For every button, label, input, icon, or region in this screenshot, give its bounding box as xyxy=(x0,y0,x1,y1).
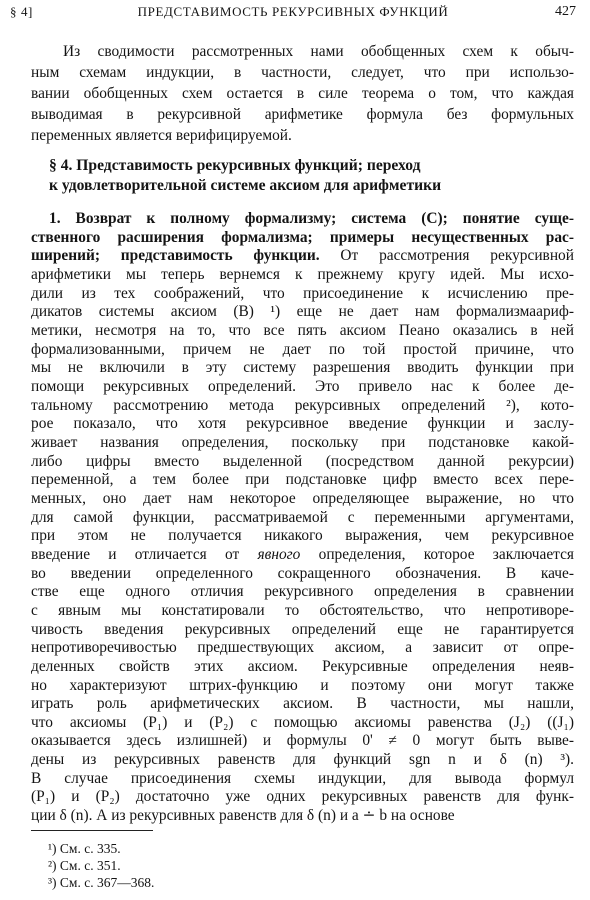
text-line: ным схемам индукции, в частности, следует, что при использо- xyxy=(31,64,574,81)
text-line: живает названия определения, поскольку при подстановке какой- xyxy=(31,433,574,451)
text-line: ственного расширения формализма; примеры несущественных рас- xyxy=(31,228,574,246)
text-line: непротиворечивостью предшествующих аксиом, а зависит от опре- xyxy=(31,639,574,657)
footnote: ¹) См. с. 335. xyxy=(48,841,121,856)
text-line: метики, несмотря на то, что все пять аксиом Пеано оказались в ней xyxy=(31,321,574,339)
text-line: Из сводимости рассмотренных нами обобщенных схем к обыч- xyxy=(63,43,574,60)
text-line: В случае присоединения схемы индукции, для вывода формул xyxy=(31,769,574,787)
footnote-rule xyxy=(31,830,153,831)
footnote: ²) См. с. 351. xyxy=(48,858,121,873)
text-line: играть роль арифметических аксиом. В частности, мы нашли, xyxy=(31,695,574,713)
text-line: переменных является верифицируемой. xyxy=(31,127,292,144)
footnote: ³) См. с. 367—368. xyxy=(48,875,155,890)
text-line: арифметики мы теперь вернемся к прежнему кругу идей. Мы исхо- xyxy=(31,265,574,283)
text-line: ции δ (n). А из рекурсивных равенств для δ (n) и a ∸ b на основе xyxy=(31,807,455,825)
text-line: вании обобщенных схем остается в силе теорема о том, что каждая xyxy=(31,85,574,102)
text-line: что аксиомы (P₁) и (P₂) с помощью аксиомы равенства (J₂) ((J₁) xyxy=(31,713,574,731)
text-line: переменной, а тем более при подстановке цифр вместо всех пере- xyxy=(31,471,574,489)
page-number: 427 xyxy=(555,4,576,19)
text-line: дили из тех соображений, что присоединение к исчислению пре- xyxy=(31,284,574,302)
text-line: при этом не получается никакого выражения, чем рекурсивное xyxy=(31,527,574,545)
section-heading-line: к удовлетворительной системе аксиом для арифметики xyxy=(49,177,442,194)
text-line: помощи рекурсивных определений. Это привело нас к более де- xyxy=(31,377,574,395)
text-line: чивость введения рекурсивных определений еще не гарантируется xyxy=(31,620,574,638)
text-line: формализованными, причем не дает по той простой причине, что xyxy=(31,340,574,358)
header-title: ПРЕДСТАВИМОСТЬ РЕКУРСИВНЫХ ФУНКЦИЙ xyxy=(137,4,449,19)
text-line: ширений; представимость функции. От рассмотрения рекурсивной xyxy=(31,247,574,265)
text-line: с явным мы констатировали то обстоятельство, что непротиворе- xyxy=(31,601,574,619)
running-header xyxy=(10,4,576,26)
text-line: тальному рассмотрению метода рекурсивных определений ²), кото- xyxy=(31,396,574,414)
text-line: 1. Возврат к полному формализму; система (C); понятие суще- xyxy=(49,210,574,227)
text-line: дикатов системы аксиом (B) ¹) еще не дает нам формализмаариф- xyxy=(31,303,574,321)
text-line: рое показало, что хотя рекурсивное введение функции и заслу- xyxy=(31,415,574,433)
text-line: деленных свойств этих аксиом. Рекурсивные определения неяв- xyxy=(31,657,574,675)
text-line: дены из рекурсивных равенств для функций sgn n и δ (n) ³). xyxy=(31,751,574,769)
text-line: выводимая в рекурсивной арифметике формула без формульных xyxy=(31,106,574,123)
text-line: (P₁) и (P₂) достаточно уже одних рекурсивных равенств для функ- xyxy=(31,788,574,806)
text-line: мы не включили в эту систему разрешения вводить функции при xyxy=(31,359,574,377)
text-line: для самой функции, рассматриваемой с переменными аргументами, xyxy=(31,508,574,526)
text-line: но характеризуют штрих-функцию и поэтому они могут также xyxy=(31,676,574,694)
text-line: стве еще одного отличия рекурсивного определения в сравнении xyxy=(31,583,574,601)
header-section-ref: § 4] xyxy=(10,4,33,19)
text-line: оказывается здесь излишней) и формулы 0' ≠ 0 могут быть выве- xyxy=(31,732,574,750)
text-line: менных, оно дает нам некоторое определяющее выражение, но что xyxy=(31,489,574,507)
text-line: либо цифры вместо выделенной (посредством данной рекурсии) xyxy=(31,452,574,470)
text-line: во введении определенного сокращенного обозначения. В каче- xyxy=(31,564,574,582)
text-line: введение и отличается от явного определения, которое заключается xyxy=(31,545,574,563)
section-heading-line: § 4. Представимость рекурсивных функций; переход xyxy=(49,157,421,174)
